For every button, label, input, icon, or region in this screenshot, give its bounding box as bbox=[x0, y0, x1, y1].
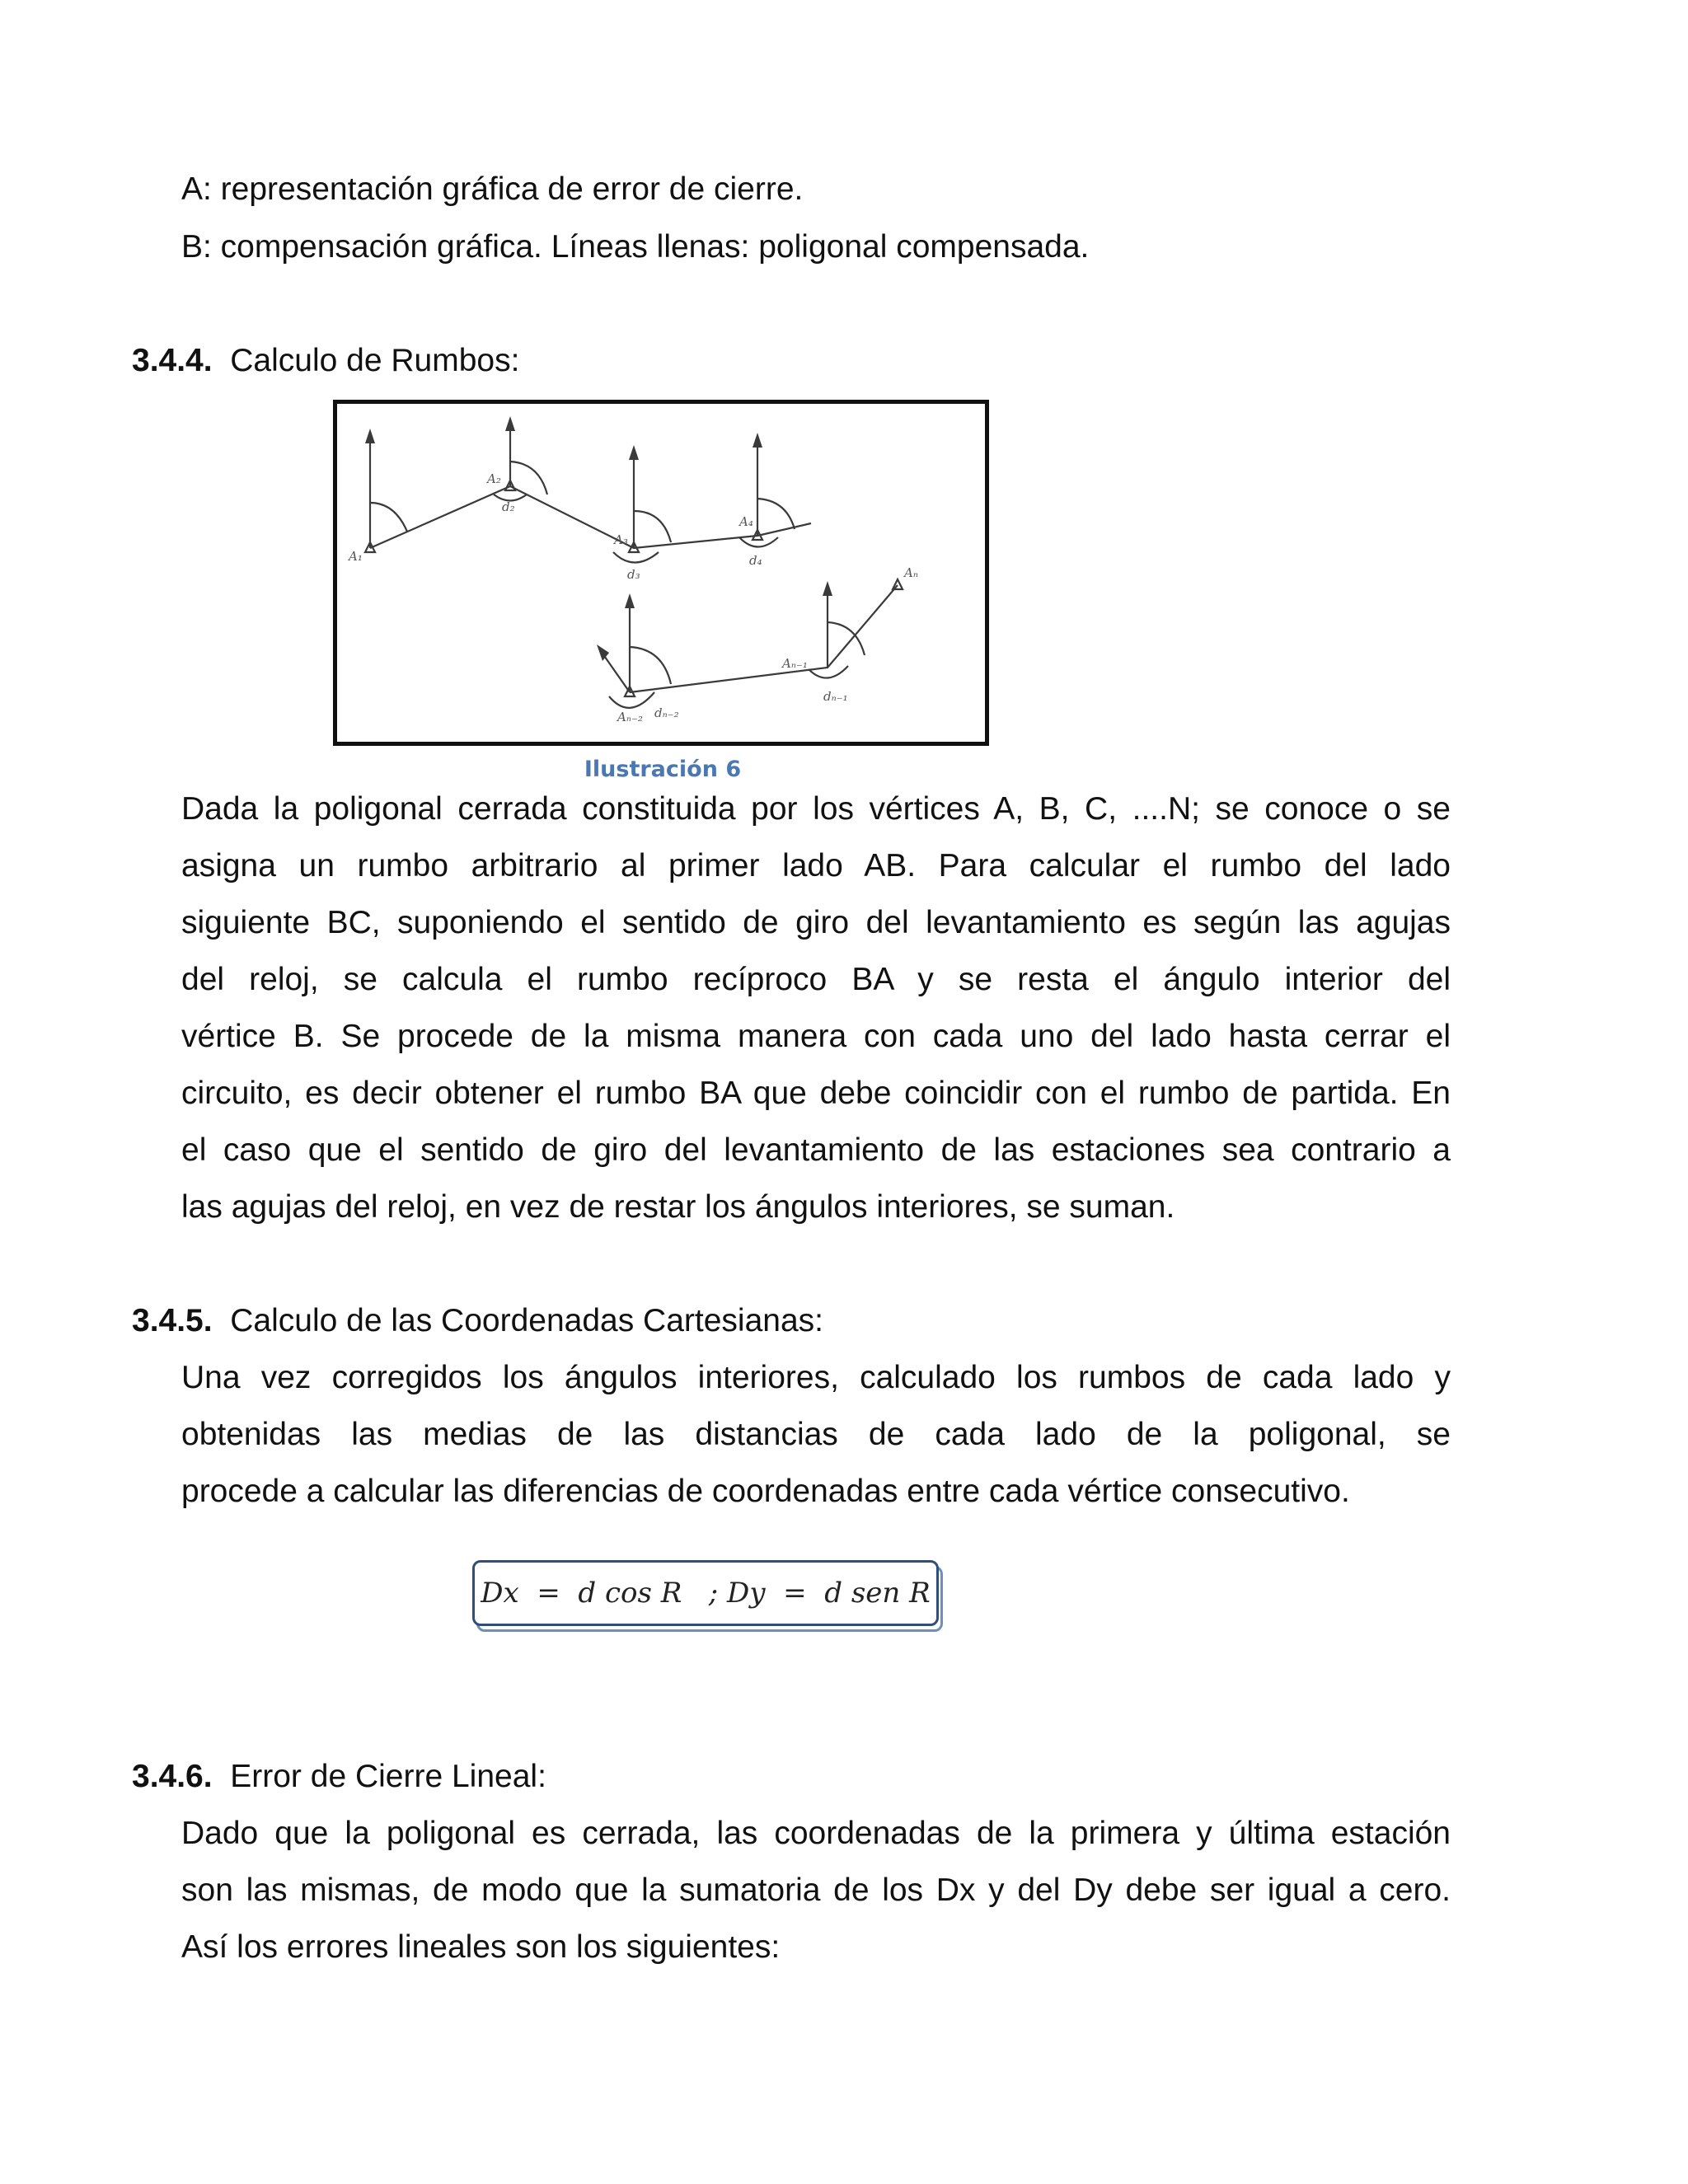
paragraph-344-line-3: siguiente BC, suponiendo el sentido de giro del levantamiento es según las agujas bbox=[181, 905, 1451, 940]
paragraph-345-line-2: obtenidas las medias de las distancias de cada lado de la poligonal, se bbox=[181, 1417, 1451, 1452]
figure-label-an: Aₙ bbox=[904, 565, 918, 580]
figure-label-a3: A₃ bbox=[614, 532, 628, 547]
formula-box bbox=[472, 1560, 939, 1626]
intro-line-a: A: representación gráfica de error de cierre. bbox=[181, 171, 804, 207]
intro-line-b: B: compensación gráfica. Líneas llenas: poligonal compensada. bbox=[181, 229, 1090, 265]
figure-label-dn-1: dₙ₋₁ bbox=[823, 689, 848, 704]
paragraph-344-line-1: Dada la poligonal cerrada constituida por los vértices A, B, C, ....N; se conoce o se bbox=[181, 791, 1451, 827]
figure-caption: Ilustración 6 bbox=[584, 757, 742, 782]
figure-label-a2: A₂ bbox=[487, 471, 501, 486]
figure-polygon-bearings bbox=[333, 400, 989, 746]
figure-label-an-2: Aₙ₋₂ bbox=[617, 710, 643, 724]
polygon-sketch bbox=[337, 404, 985, 742]
section-title-344: Calculo de Rumbos: bbox=[230, 343, 520, 378]
figure-label-dn-2: dₙ₋₂ bbox=[654, 705, 679, 720]
section-number-346: 3.4.6. bbox=[132, 1759, 213, 1794]
paragraph-344-line-5: vértice B. Se procede de la misma manera con cada uno del lado hasta cerrar el bbox=[181, 1019, 1451, 1054]
paragraph-345-line-1: Una vez corregidos los ángulos interiores, calculado los rumbos de cada lado y bbox=[181, 1360, 1451, 1395]
formula-text: Dx = d cos R ; Dy = d sen R bbox=[481, 1577, 931, 1610]
paragraph-346-line-1: Dado que la poligonal es cerrada, las coordenadas de la primera y última estación bbox=[181, 1816, 1451, 1851]
section-heading-345 bbox=[132, 1301, 823, 1341]
figure-label-d3: d₃ bbox=[627, 567, 640, 582]
figure-label-d4: d₄ bbox=[749, 553, 762, 568]
paragraph-346-line-3: Así los errores lineales son los siguientes: bbox=[181, 1929, 781, 1965]
figure-label-d2: d₂ bbox=[502, 499, 515, 514]
paragraph-344-line-4: del reloj, se calcula el rumbo recíproco BA y se resta el ángulo interior del bbox=[181, 962, 1451, 997]
paragraph-344-line-7: el caso que el sentido de giro del levantamiento de las estaciones sea contrario a bbox=[181, 1132, 1451, 1168]
section-heading-344 bbox=[132, 341, 519, 381]
paragraph-346-line-2: son las mismas, de modo que la sumatoria de los Dx y del Dy debe ser igual a cero. bbox=[181, 1872, 1451, 1908]
section-title-346: Error de Cierre Lineal: bbox=[230, 1759, 546, 1794]
paragraph-344-line-6: circuito, es decir obtener el rumbo BA que debe coincidir con el rumbo de partida. En bbox=[181, 1076, 1451, 1111]
figure-label-a1: A₁ bbox=[349, 549, 363, 564]
section-heading-346 bbox=[132, 1757, 546, 1797]
paragraph-345-line-3: procede a calcular las diferencias de coordenadas entre cada vértice consecutivo. bbox=[181, 1474, 1350, 1509]
paragraph-344-line-8: las agujas del reloj, en vez de restar los ángulos interiores, se suman. bbox=[181, 1189, 1175, 1225]
paragraph-344-line-2: asigna un rumbo arbitrario al primer lado AB. Para calcular el rumbo del lado bbox=[181, 848, 1451, 883]
figure-label-a4: A₄ bbox=[739, 514, 753, 529]
figure-label-an-1: Aₙ₋₁ bbox=[782, 656, 808, 671]
section-number-345: 3.4.5. bbox=[132, 1303, 213, 1338]
section-title-345: Calculo de las Coordenadas Cartesianas: bbox=[230, 1303, 823, 1338]
section-number-344: 3.4.4. bbox=[132, 343, 213, 378]
